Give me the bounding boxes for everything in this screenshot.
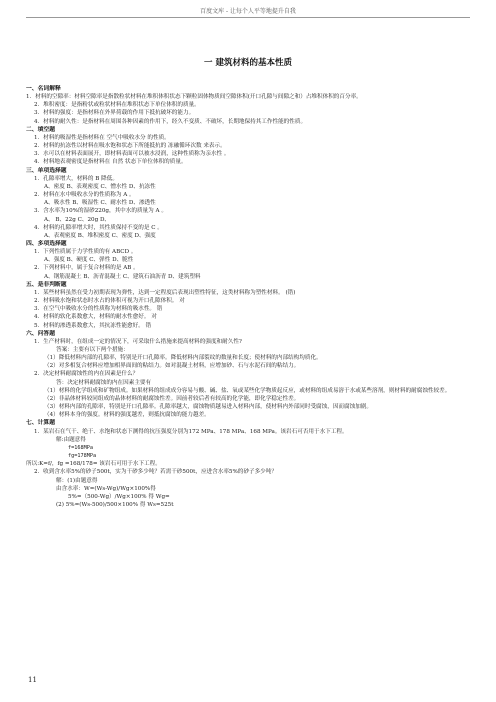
text-line: 4．材料的软化系数愈大，材料的耐水性愈好。 对 <box>34 314 157 321</box>
text-line: （4）材料本身的强度。材料的强度越差，则抵抗腐蚀的能力越差。 <box>44 412 210 419</box>
text-line: 1．材料的吸湿性是指材料在 空气中吸收水分 的性质。 <box>34 134 170 141</box>
text-line: 解:由题意得 <box>56 436 86 443</box>
page-number: 11 <box>28 676 37 684</box>
text-line: 5．材料的渗透系数愈大，其抗冻性能愈好。 错 <box>34 322 152 329</box>
text-line: 3．在空气中吸收水分的性质称为材料的吸水性。 错 <box>34 306 163 313</box>
text-line: 由含水率：W=(Ws-Wg)/Wg×100%得 <box>56 485 156 492</box>
text-line: 2．材料在水中吸收水分的性质称为 A 。 <box>34 192 135 199</box>
text-line: （2）对多相复合材料应增加相界面间的粘结力。如对混凝土材料，应增加砂、石与水泥石间的粘结力。 <box>44 363 300 370</box>
text-line: 3．材料的强度：是指材料在外界荷载的作用下抵抗破坏的能力。 <box>34 110 195 117</box>
section-heading: 四、多项选择题 <box>26 240 67 247</box>
text-line: 答案：主要有以下两个措施： <box>56 347 129 353</box>
document-body <box>26 85 472 509</box>
text-line: 4．材料地表观密度是指材料在 自然 状态下单位体积的质量。 <box>34 159 187 166</box>
text-line: 所以:K=f/，fg =168/178= 该岩石可用于水下工程。 <box>26 461 161 468</box>
text-line: A、密度 B、表观密度 C、憎水性 D、抗冻性 <box>44 183 156 190</box>
section-heading: 一、名词解释 <box>26 86 61 92</box>
text-line: f=168MPa <box>68 444 93 451</box>
text-line: 3．含水率为10%的湿砂220g，其中水的质量为 A 。 <box>34 208 167 215</box>
text-line: 2．材料的抗冻性以材料在吸水饱和状态下所能抵抗的 冻融循环次数 来表示。 <box>34 143 226 150</box>
text-line: 5%=（500-Wg）/Wg×100% 得 Wg= <box>68 493 170 500</box>
text-line: 1．某岩石在气干、绝干、水饱和状态下测得的抗压强度分别为172 MPa、178 MPa、168 MPa。该岩石可否用于水下工程。 <box>34 428 348 435</box>
text-line: 4．材料的孔隙率增大时，其性质保持不变的是 C 。 <box>34 224 163 231</box>
text-line: 2．材料吸水饱和状态时水占的体积可视为开口孔隙体积。 对 <box>34 298 185 305</box>
text-line: A、强度 B、硬度 C、弹性 D、脆性 <box>44 257 134 264</box>
text-line: fg=178MPa <box>68 453 97 460</box>
text-line: 2．决定材料耐腐蚀性的内在因素是什么？ <box>34 371 139 378</box>
text-line: 2．堆积密度：是指粉状或粒状材料在堆积状态下单位体积的质量。 <box>34 102 200 109</box>
text-line: （1）材料的化学组成和矿物组成。如果材料的组成成分容易与酸、碱、盐、氧或某些化学物质起反应，或材料的组成易溶于水或某些溶剂，则材料的耐腐蚀性较差。 <box>44 387 451 394</box>
text-line: 1．生产材料时，在组成一定的情况下，可采取什么措施来提高材料的强度和耐久性? <box>34 338 242 345</box>
document-title: 一 建筑材料的基本性质 <box>204 58 292 68</box>
section-heading: 六、问答题 <box>26 330 55 337</box>
text-line: A、吸水性 B、吸湿性 C、耐水性 D、渗透性 <box>44 200 156 207</box>
text-line: A、 B、22g C、20g D、 <box>44 216 111 223</box>
section-heading: 七、计算题 <box>26 420 55 427</box>
text-line: A、表观密度 B、堆积密度 C、密度 D、强度 <box>44 232 156 239</box>
text-line: 答：决定材料耐腐蚀的内在因素主要有 <box>56 379 152 386</box>
header-rule <box>26 17 470 18</box>
text-line: （3）材料内部的孔隙率，特别是开口孔隙率。孔隙率越大，腐蚀物质越易进入材料内部，使材料内外部同时受腐蚀，因而腐蚀加剧。 <box>44 404 372 411</box>
text-line: (2) 5%=(Ws-500)/500×100% 得 Ws=525t <box>56 501 174 508</box>
text-line: A、钢筋混凝土 B、沥青混凝土 C、建筑石油沥青 D、建筑塑料 <box>44 273 201 280</box>
text-line: （2）非晶体材料较同组成的晶体材料的耐腐蚀性差。因前者较后者有较高的化学能，即化学稳定性差。 <box>44 395 300 402</box>
section-heading: 五、是非判断题 <box>26 281 67 288</box>
text-line: （1）降低材料内部的孔隙率，特别是开口孔隙率。降低材料内部裂纹的数量和长度；使材料的内部结构均质化。 <box>44 355 322 362</box>
text-line: 4．材料的耐久性：是指材料在周围各种因素的作用下，经久不变质、不破坏，长期地保持其工作性能的性质。 <box>34 118 307 125</box>
text-line: 1．某些材料虽然在受力初期表现为弹性，达到一定程度后表现出塑性特征，这类材料称为塑性材料。 (错) <box>34 289 296 296</box>
text-line: 2．下列材料中，属于复合材料的是 AB 。 <box>34 265 139 272</box>
text-line: 3．水可以在材料表面展开，即材料表面可以被水浸润，这种性质称为亲水性 。 <box>34 151 230 158</box>
text-line: 解：(1)由题意得 <box>56 477 98 484</box>
text-line: 1．孔隙率增大，材料的 B 降低。 <box>34 175 118 182</box>
text-line: 1．下列性质属于力学性质的有 ABCD 。 <box>34 249 137 256</box>
section-heading: 二、填空题 <box>26 126 55 133</box>
page-header: 百度文库 - 让每个人平等地提升自我 <box>200 8 296 15</box>
text-line: 1．材料的空隙率：材料空隙率是指散粒状材料在堆积体积状态下颗粒固体物质间空隙体积(开口孔隙与间隙之和）占堆积体积的百分率。 <box>26 94 362 101</box>
section-heading: 三、单项选择题 <box>26 167 67 174</box>
text-line: 2．收到含水率5%的砂子500t，实为干砂多少吨？若需干砂500t，应进含水率5%的砂子多少吨？ <box>34 469 277 476</box>
